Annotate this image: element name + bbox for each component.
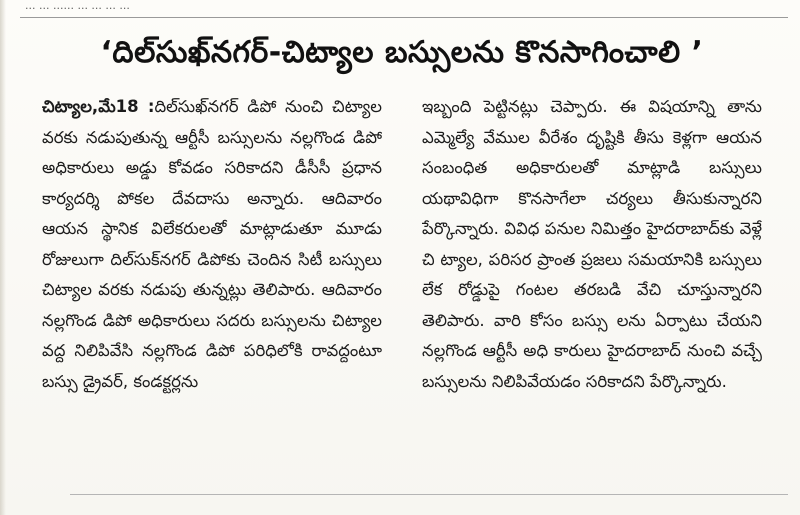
- article-headline: ‘దిల్‌సుఖ్‌నగర్‌-చిట్యాల బస్సులను కొనసాగించాలి ’: [100, 35, 704, 70]
- article-column-right: [422, 92, 762, 478]
- article-body: [42, 92, 762, 478]
- column-left-text: దిల్‌సుఖ్‌నగర్ డిపో నుంచి చిట్యాల వరకు నడుపుతున్న ఆర్టీసీ బస్సులను నల్లగొండ డిపో అధికారులు అడ్డు కోవడం సరికాదని డీసీసీ ప్రధాన కార్యదర్శి పోకల దేవదాసు అన్నారు. ఆదివారం ఆయన స్థానిక విలేకరులతో మాట్లాడుతూ మూడు రోజులుగా దిల్‌సుక్‌నగర్ డిపోకు చెందిన సిటీ బస్సులు చిట్యాల వరకు నడుపు తున్నట్లు తెలిపారు. ఆదివారం నల్లగొండ డిపో అధికారులు సదరు బస్సులను చిట్యాల వద్ద నిలిపివేసి నల్లగొండ డిపో పరిధిలోకి రావద్దంటూ బస్సు డ్రైవర్, కండక్టర్లను: [42, 97, 382, 391]
- dateline: చిట్యాల,మే18 :: [42, 97, 155, 116]
- cut-off-top-text: ... ... ...... ... ... ... ...: [25, 0, 130, 12]
- bottom-divider: [70, 494, 788, 495]
- column-right-text: ఇబ్బంది పెట్టినట్లు చెప్పారు. ఈ విషయాన్ని తాను ఎమ్మెల్యే వేముల వీరేశం దృష్టికి తీసు కెళ్లగా ఆయన సంబంధిత అధికారులతో మాట్లాడి బస్సులు యథావిధిగా కొనసాగేలా చర్యలు తీసుకున్నారని పేర్కొన్నారు. వివిధ పనుల నిమిత్తం హైదరాబాద్‌కు వెళ్లే చి ట్యాల, పరిసర ప్రాంత ప్రజలు సమయానికి బస్సులు లేక రోడ్డుపై గంటల తరబడి వేచి చూస్తున్నారని తెలిపారు. వారి కోసం బస్సు లను ఏర్పాటు చేయని నల్లగొండ ఆర్టీసీ అధి కారులు హైదరాబాద్ నుంచి వచ్చే బస్సులను నిలిపివేయడం సరికాదని పేర్కొన్నారు.: [422, 97, 762, 391]
- article-column-left: [42, 92, 382, 478]
- paragraph: [42, 92, 382, 397]
- top-divider: [20, 17, 788, 18]
- page-edge-shadow: [0, 0, 6, 515]
